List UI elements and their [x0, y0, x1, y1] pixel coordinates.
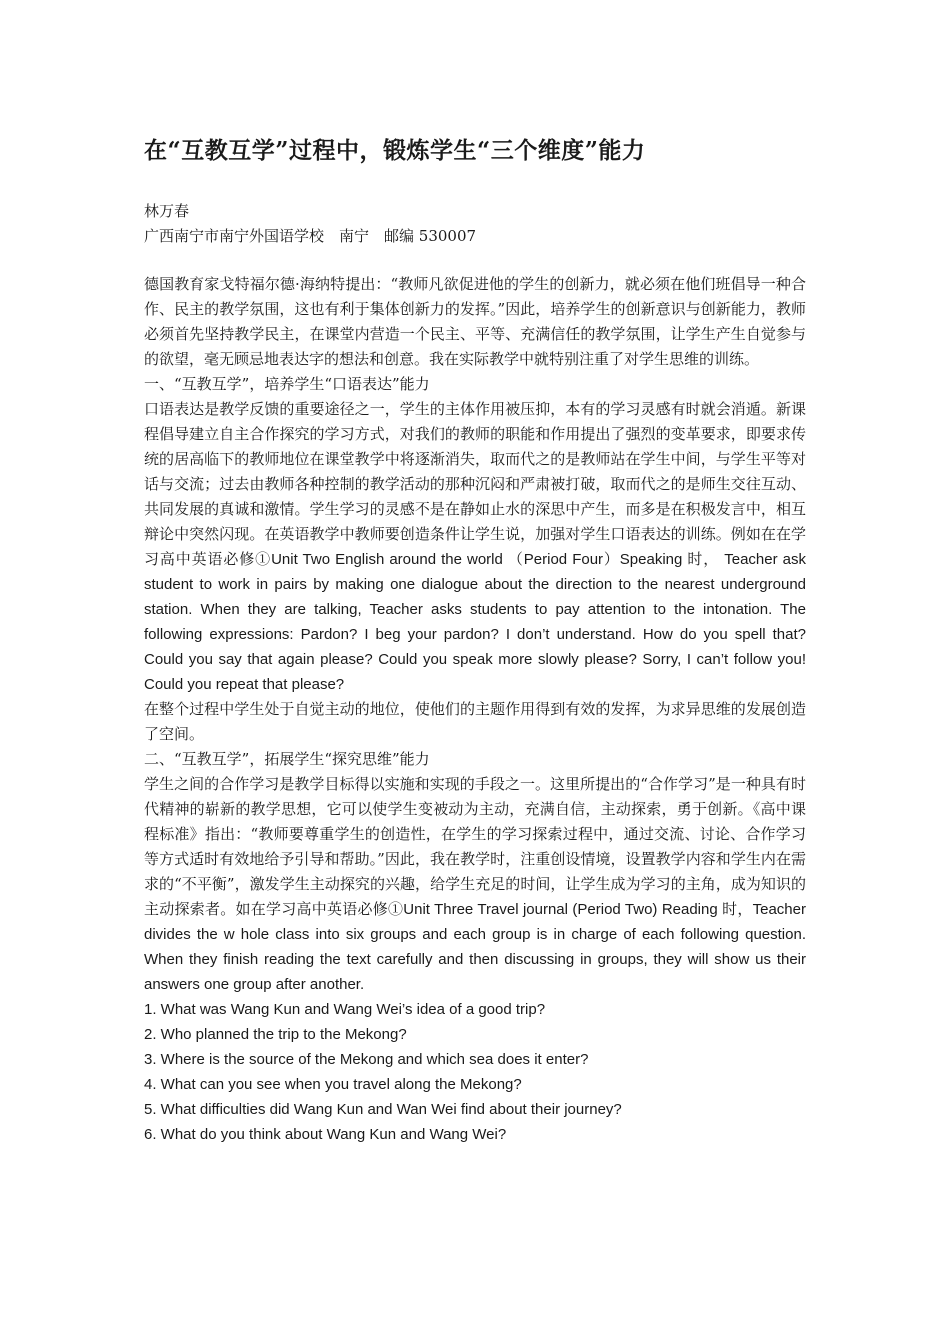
author-block	[144, 199, 806, 249]
article-body	[144, 272, 806, 1147]
section1-conclusion: 在整个过程中学生处于自觉主动的地位，使他们的主题作用得到有效的发挥，为求异思维的发展创造了空间。	[144, 700, 806, 743]
question-item: 5. What difficulties did Wang Kun and Wan Wei find about their journey?	[144, 1101, 622, 1118]
section1-heading: 一、“互教互学”，培养学生“口语表达”能力	[144, 375, 430, 393]
question-item: 2. Who planned the trip to the Mekong?	[144, 1026, 407, 1043]
author-name: 林万春	[144, 202, 190, 220]
section1-paragraph	[144, 397, 806, 697]
question-item: 3. Where is the source of the Mekong and which sea does it enter?	[144, 1051, 589, 1068]
question-item: 4. What can you see when you travel along the Mekong?	[144, 1076, 522, 1093]
section1-text-en: Unit Two English around the world （Period Four）Speaking 时， Teacher ask student to work in pairs by making one dialogue about the direction to the nearest underground station. When they are talking, Teacher asks students to pay attention to the intonation. The following expressions: Pardon? I beg your pardon? I don’t understand. How do you spell that? Could you say that again please? Could you speak more slowly please? Sorry, I can’t follow you! Could you repeat that please?	[144, 551, 806, 693]
affiliation: 广西南宁市南宁外国语学校 南宁 邮编 530007	[144, 227, 477, 245]
document-title: 在“互教互学”过程中，锻炼学生“三个维度”能力	[144, 137, 646, 164]
section2-heading: 二、“互教互学”，拓展学生“探究思维”能力	[144, 750, 430, 768]
section2-text-en: Unit Three Travel journal (Period Two) Reading 时，Teacher divides the w hole class into six groups and each group is in charge of each following question. When they finish reading the text carefully and then discussing in groups, they will show us their answers one group after another.	[144, 901, 806, 993]
section1-text-cn: 口语表达是教学反馈的重要途径之一，学生的主体作用被压抑，本有的学习灵感有时就会消遁。新课程倡导建立自主合作探究的学习方式，对我们的教师的职能和作用提出了强烈的变革要求，即要求传统的居高临下的教师地位在课堂教学中将逐渐消失，取而代之的是教师站在学生中间，与学生平等对话与交流；过去由教师各种控制的教学活动的那种沉闷和严肃被打破，取而代之的是师生交往互动、共同发展的真诚和激情。学生学习的灵感不是在静如止水的深思中产生，而多是在积极发言中，相互辩论中突然闪现。在英语教学中教师要创造条件让学生说，加强对学生口语表达的训练。例如在在学习高中英语必修①	[144, 400, 806, 568]
question-list	[144, 997, 806, 1147]
question-item: 6. What do you think about Wang Kun and Wang Wei?	[144, 1126, 507, 1143]
section2-text-cn: 学生之间的合作学习是教学目标得以实施和实现的手段之一。这里所提出的“合作学习”是一种具有时代精神的崭新的教学思想，它可以使学生变被动为主动，充满自信，主动探索，勇于创新。《高中课程标准》指出：“教师要尊重学生的创造性，在学生的学习探索过程中，通过交流、讨论、合作学习等方式适时有效地给予引导和帮助。”因此，我在教学时，注重创设情境，设置教学内容和学生内在需求的“不平衡”，激发学生主动探究的兴趣，给学生充足的时间，让学生成为学习的主角，成为知识的主动探索者。如在学习高中英语必修①	[144, 775, 806, 918]
intro-paragraph: 德国教育家戈特福尔德·海纳特提出：“教师凡欲促进他的学生的创新力，就必须在他们班倡导一种合作、民主的教学氛围，这也有利于集体创新力的发挥。”因此，培养学生的创新意识与创新能力，教师必须首先坚持教学民主，在课堂内营造一个民主、平等、充满信任的教学氛围，让学生产生自觉参与的欲望，毫无顾忌地表达字的想法和创意。我在实际教学中就特别注重了对学生思维的训练。	[144, 275, 806, 368]
section2-paragraph	[144, 772, 806, 997]
question-item: 1. What was Wang Kun and Wang Wei’s idea of a good trip?	[144, 1001, 546, 1018]
